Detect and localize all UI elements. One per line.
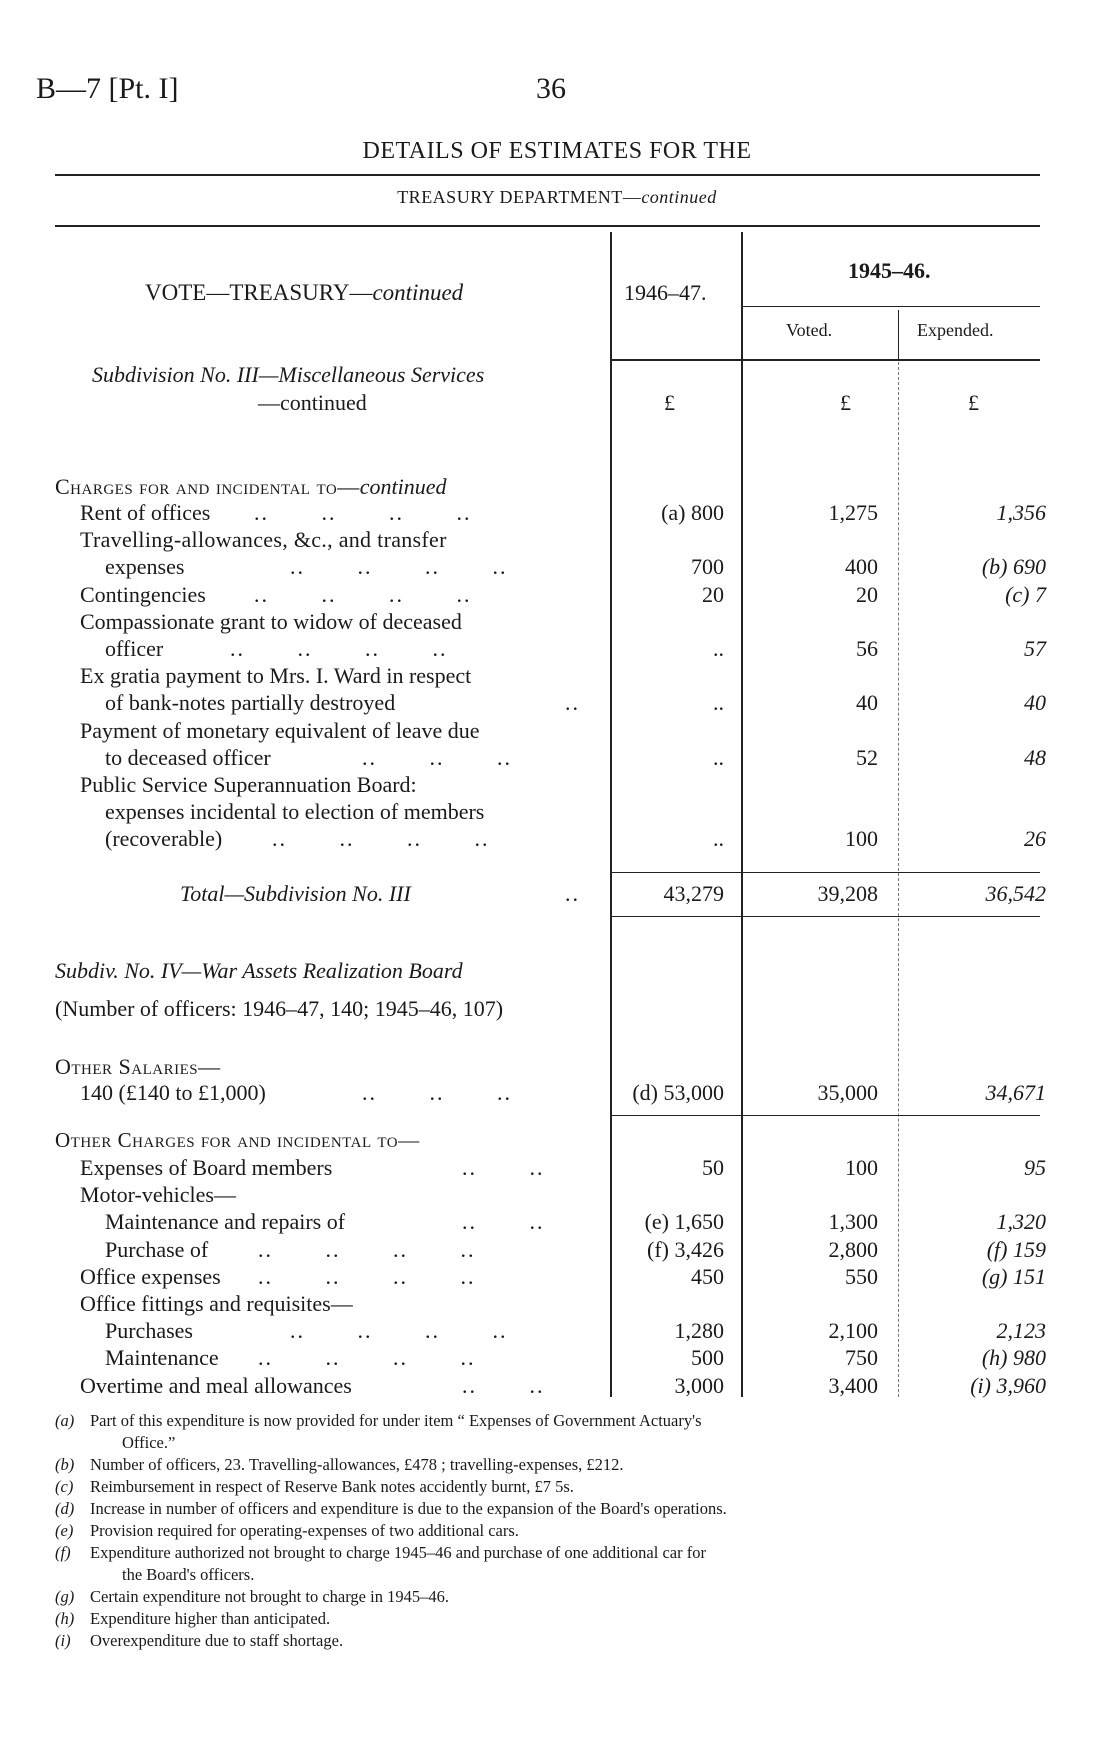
footnote-text: Increase in number of officers and expenditure is due to the expansion of the Board's operations. [90, 1499, 727, 1518]
item-label: Purchase of [105, 1236, 209, 1262]
footnote-mark: (a) [55, 1411, 75, 1430]
leader-dots: .. .. .. .. [258, 1263, 476, 1289]
leader-dots: .. .. [462, 1372, 545, 1398]
value-voted: 52 [856, 744, 878, 770]
footnote-text: Reimbursement in respect of Reserve Bank notes accidently burnt, £7 5s. [90, 1477, 574, 1496]
item-label-line: Public Service Superannuation Board: [80, 772, 417, 797]
value-expended: (i) 3,960 [970, 1372, 1046, 1398]
value-1946-47: (a) 800 [661, 500, 724, 525]
total-value-voted: 39,208 [817, 881, 878, 906]
value-expended: (b) 690 [981, 554, 1046, 580]
subdivision-iv-title: Subdiv. No. IV—War Assets Realization Board [55, 958, 463, 983]
title-rule [55, 174, 1040, 176]
vote-heading-main: VOTE—TREASURY— [145, 280, 373, 305]
item-label-line: Payment of monetary equivalent of leave due [80, 717, 480, 743]
value-expended: 1,356 [996, 500, 1046, 525]
value-1946-47: 20 [702, 581, 724, 607]
value-voted: 1,300 [828, 1209, 878, 1235]
footnote-mark: (i) [55, 1631, 71, 1650]
charges-heading [55, 474, 446, 500]
item-label: Office expenses [80, 1263, 221, 1289]
total-label: Total—Subdivision No. III [180, 881, 411, 906]
value-voted: 56 [856, 636, 878, 661]
leader-dots: .. .. .. .. [254, 581, 472, 607]
other-salaries-heading: Other Salaries— [55, 1054, 221, 1079]
charges-heading-continued: continued [359, 474, 447, 499]
footnote-mark: (h) [55, 1609, 75, 1628]
item-label-line: officer [105, 636, 164, 661]
value-voted: 40 [856, 690, 878, 716]
value-voted: 400 [845, 554, 878, 580]
footnote-text: Provision required for operating-expenses of two additional cars. [90, 1521, 519, 1540]
footnote-text: Part of this expenditure is now provided for under item “ Expenses of Government Actuary's [90, 1411, 702, 1430]
total-top-rule [612, 872, 1040, 873]
subdivision-heading-continued: —continued [258, 390, 367, 415]
footnote-text-continued: the Board's officers. [122, 1565, 255, 1584]
subtitle-continued: continued [641, 187, 717, 207]
footnote-text: Expenditure authorized not brought to charge 1945–46 and purchase of one additional car for [90, 1543, 706, 1562]
salaries-value-expended: 34,671 [985, 1080, 1046, 1105]
page-number: 36 [536, 72, 566, 105]
footnote-text: Expenditure higher than anticipated. [90, 1609, 331, 1628]
subdivision-heading: Subdivision No. III—Miscellaneous Services [92, 362, 485, 387]
footnote-text: Certain expenditure not brought to charge in 1945–46. [90, 1587, 449, 1606]
value-expended: (c) 7 [1005, 581, 1046, 607]
currency-expended: £ [968, 390, 979, 415]
total-value-expended: 36,542 [985, 881, 1046, 906]
item-label: Purchases [105, 1318, 193, 1344]
footnote-mark: (c) [55, 1477, 74, 1496]
leader-dots: .. .. .. .. [290, 554, 508, 580]
header-bottom-rule [612, 359, 1040, 361]
item-label-line: Contingencies [80, 581, 206, 607]
value-expended: 40 [1024, 690, 1046, 716]
total-bottom-rule [612, 916, 1040, 917]
value-voted: 2,100 [828, 1318, 878, 1344]
leader-dots: .. .. [462, 1209, 545, 1235]
value-1946-47: .. [713, 690, 724, 716]
total-value-1946-47: 43,279 [663, 881, 724, 906]
value-1946-47: .. [713, 636, 724, 661]
item-label-line: Compassionate grant to widow of deceased [80, 608, 462, 634]
footnote-mark: (e) [55, 1521, 74, 1540]
item-label-line: Rent of offices [80, 500, 211, 525]
item-label-line: expenses [105, 554, 185, 580]
footnote-mark: (f) [55, 1543, 71, 1562]
leader-dots: .. .. .. .. [258, 1236, 476, 1262]
leader-dots: .. .. .. .. [258, 1345, 476, 1371]
value-1946-47: 700 [691, 554, 724, 580]
salaries-rule [612, 1115, 1040, 1116]
item-label-line: of bank-notes partially destroyed [105, 690, 396, 716]
vote-heading [145, 280, 463, 306]
column-header-1945-46: 1945–46. [848, 258, 931, 283]
salaries-value-1946-47: (d) 53,000 [632, 1080, 724, 1105]
item-label-line: (recoverable) [105, 826, 223, 852]
leader-dots: .. .. .. [362, 744, 512, 770]
value-voted: 3,400 [828, 1372, 878, 1398]
column-header-voted: Voted. [786, 320, 833, 340]
column-rule-middle [741, 232, 743, 1397]
column-rule-voted-expended [898, 310, 899, 360]
value-expended: 26 [1024, 826, 1046, 852]
value-expended: (f) 159 [986, 1236, 1046, 1262]
leader-dots: .. [565, 690, 580, 716]
value-expended: 48 [1024, 744, 1046, 770]
currency-voted: £ [840, 390, 851, 415]
page-title: DETAILS OF ESTIMATES FOR THE [362, 138, 752, 164]
value-expended: (g) 151 [981, 1263, 1046, 1289]
charges-heading-main: Charges for and incidental to— [55, 474, 360, 499]
subtitle-rule [55, 225, 1040, 227]
item-label: Office fittings and requisites— [80, 1291, 353, 1316]
value-expended: 57 [1024, 636, 1046, 661]
item-label: Overtime and meal allowances [80, 1372, 352, 1398]
value-expended: 95 [1024, 1155, 1046, 1180]
value-voted: 750 [845, 1345, 878, 1371]
value-voted: 1,275 [828, 500, 878, 525]
value-1946-47: 50 [702, 1155, 724, 1180]
value-1946-47: 500 [691, 1345, 724, 1371]
value-1946-47: 450 [691, 1263, 724, 1289]
salaries-leader-dots: .. .. .. [362, 1080, 512, 1105]
other-charges-heading: Other Charges for and incidental to— [55, 1128, 420, 1152]
value-1946-47: (e) 1,650 [644, 1209, 724, 1235]
footnote-text: Overexpenditure due to staff shortage. [90, 1631, 344, 1650]
value-voted: 100 [845, 826, 878, 852]
value-voted: 100 [845, 1155, 878, 1180]
item-label: Motor-vehicles— [80, 1182, 236, 1208]
leader-dots: .. .. .. .. [230, 636, 448, 661]
total-leader-dots: .. [565, 881, 580, 906]
item-label: Maintenance and repairs of [105, 1209, 346, 1235]
currency-1946-47: £ [664, 390, 675, 415]
document-reference: B—7 [Pt. I] [36, 72, 179, 105]
page-subtitle [0, 187, 1114, 208]
value-voted: 2,800 [828, 1236, 878, 1262]
salaries-label: 140 (£140 to £1,000) [80, 1080, 266, 1105]
leader-dots: .. .. .. .. [272, 826, 490, 852]
header-split-rule [742, 306, 1040, 307]
item-label-line: Ex gratia payment to Mrs. I. Ward in respect [80, 663, 472, 689]
officers-note: (Number of officers: 1946–47, 140; 1945–46, 107) [55, 996, 504, 1021]
column-header-1946-47: 1946–47. [624, 280, 707, 305]
value-1946-47: (f) 3,426 [647, 1236, 724, 1262]
footnote-mark: (g) [55, 1587, 75, 1606]
footnote-text: Number of officers, 23. Travelling-allowances, £478 ; travelling-expenses, £212. [90, 1455, 624, 1474]
item-label-line: expenses incidental to election of members [105, 799, 485, 825]
value-expended: 2,123 [996, 1318, 1046, 1344]
footnote-text-continued: Office.” [122, 1433, 176, 1452]
footnote-mark: (d) [55, 1499, 75, 1518]
value-1946-47: 3,000 [674, 1372, 724, 1398]
leader-dots: .. .. .. .. [290, 1318, 508, 1344]
leader-dots: .. .. .. .. [254, 500, 472, 525]
vote-heading-continued: continued [372, 280, 464, 305]
column-header-expended: Expended. [917, 320, 994, 340]
item-label-line: Travelling-allowances, &c., and transfer [80, 527, 447, 553]
item-label-line: to deceased officer [105, 744, 271, 770]
salaries-value-voted: 35,000 [817, 1080, 878, 1105]
leader-dots: .. .. [462, 1155, 545, 1180]
value-voted: 550 [845, 1263, 878, 1289]
value-1946-47: 1,280 [674, 1318, 724, 1344]
value-voted: 20 [856, 581, 878, 607]
footnote-mark: (b) [55, 1455, 75, 1474]
value-expended: 1,320 [996, 1209, 1046, 1235]
item-label: Maintenance [105, 1345, 219, 1371]
value-1946-47: .. [713, 826, 724, 852]
value-expended: (h) 980 [981, 1345, 1046, 1371]
column-rule-left [610, 232, 612, 1397]
subtitle-main: TREASURY DEPARTMENT— [397, 187, 642, 207]
value-1946-47: .. [713, 744, 724, 770]
column-rule-dashed [898, 362, 899, 1397]
item-label: Expenses of Board members [80, 1155, 333, 1180]
